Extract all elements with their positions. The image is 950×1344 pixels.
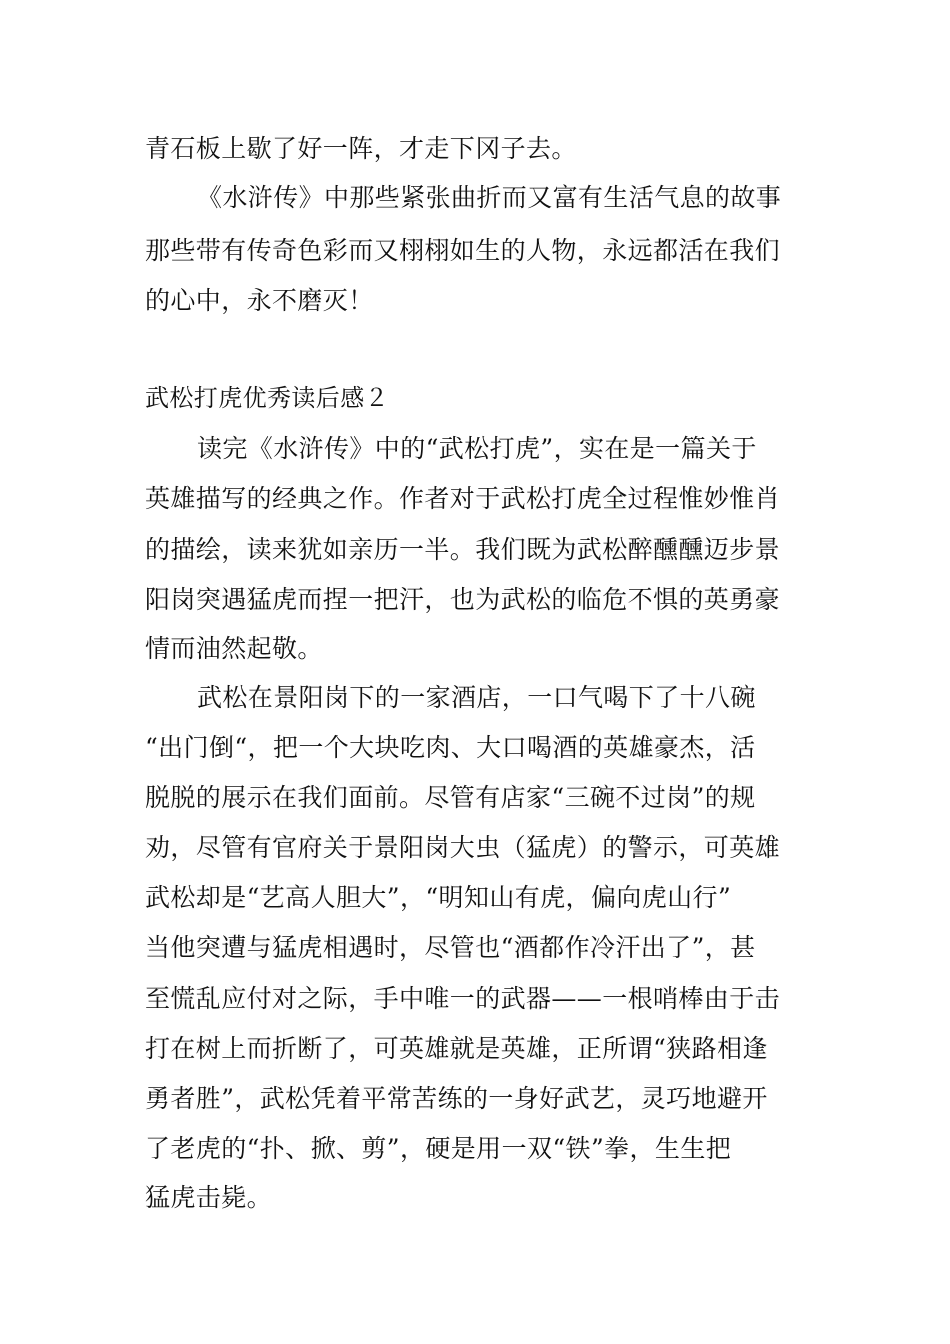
- paragraph-line: 猛虎击毙。: [145, 1183, 273, 1212]
- paragraph-line: 那些带有传奇色彩而又栩栩如生的人物，永远都活在我们: [145, 236, 781, 265]
- paragraph-line: 读完《水浒传》中的“武松打虎”，实在是一篇关于: [197, 434, 757, 463]
- paragraph-line: 的心中，永不磨灭！: [145, 286, 374, 315]
- paragraph-line: 了老虎的“扑、掀、剪”，硬是用一双“铁”拳，生生把: [145, 1134, 732, 1163]
- paragraph-line: 的描绘，读来犹如亲历一半。我们既为武松醉醺醺迈步景: [145, 535, 781, 564]
- paragraph-line: 青石板上歇了好一阵，才走下冈子去。: [145, 134, 577, 163]
- paragraph-line: 脱脱的展示在我们面前。尽管有店家“三碗不过岗”的规: [145, 783, 756, 812]
- paragraph-line: 至慌乱应付对之际，手中唯一的武器——一根哨棒由于击: [145, 984, 781, 1013]
- paragraph-line: 当他突遭与猛虎相遇时，尽管也“酒都作冷汗出了”，甚: [145, 933, 756, 962]
- section-heading: 武松打虎优秀读后感２: [145, 384, 389, 412]
- paragraph-line: 情而油然起敬。: [145, 634, 323, 663]
- paragraph-line: 打在树上而折断了，可英雄就是英雄，正所谓“狭路相逢: [145, 1034, 768, 1063]
- paragraph-line: 劝，尽管有官府关于景阳岗大虫（猛虎）的警示，可英雄: [145, 833, 781, 862]
- paragraph-line: 《水浒传》中那些紧张曲折而又富有生活气息的故事: [197, 183, 782, 212]
- paragraph-line: “出门倒“，把一个大块吃肉、大口喝酒的英雄豪杰，活: [145, 733, 756, 762]
- paragraph-line: 阳岗突遇猛虎而捏一把汗，也为武松的临危不惧的英勇豪: [145, 585, 781, 614]
- paragraph-line: 武松在景阳岗下的一家酒店，一口气喝下了十八碗: [197, 683, 756, 712]
- paragraph-line: 英雄描写的经典之作。作者对于武松打虎全过程惟妙惟肖: [145, 484, 781, 513]
- paragraph-line: 勇者胜”，武松凭着平常苦练的一身好武艺，灵巧地避开: [145, 1084, 768, 1113]
- paragraph-line: 武松却是“艺高人胆大”，“明知山有虎，偏向虎山行”: [145, 883, 732, 912]
